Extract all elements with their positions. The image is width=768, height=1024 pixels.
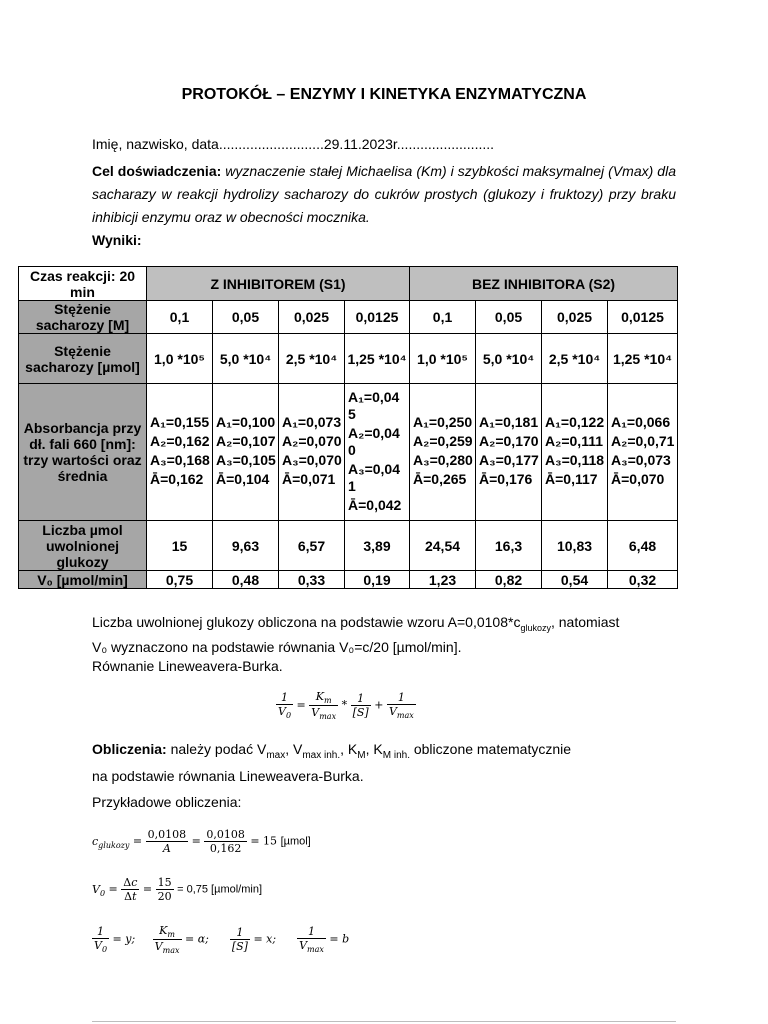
row-label: Stężenie sacharozy [M]	[19, 301, 147, 334]
table-cell: 0,33	[279, 571, 345, 589]
absorbance-value: A₁=0,250	[413, 414, 473, 430]
note-formula: Liczba uwolnionej glukozy obliczona na podstawie wzoru A=0,0108*c	[92, 614, 521, 630]
calc-text: należy podać V	[170, 741, 267, 757]
group-without-inhibitor: BEZ INHIBITORA (S2)	[410, 267, 678, 301]
notes-paragraph	[92, 613, 692, 676]
table-cell: 1,23	[410, 571, 476, 589]
absorbance-cell	[476, 384, 542, 521]
absorbance-value: A₂=0,070	[282, 433, 342, 449]
table-cell: 0,05	[213, 301, 279, 334]
row-label: Liczba µmol uwolnionej glukozy	[19, 521, 147, 571]
table-cell: 0,025	[279, 301, 345, 334]
absorbance-value: A₃=0,168	[150, 452, 210, 468]
c-denominator: A	[162, 842, 171, 855]
table-cell: 2,5 *10⁴	[279, 334, 345, 384]
c-unit: [µmol]	[280, 835, 311, 848]
absorbance-value: A₃=0,177	[479, 452, 539, 468]
c-result: = 15	[250, 834, 278, 848]
group-with-inhibitor: Z INHIBITOREM (S1)	[147, 267, 410, 301]
example-v0: $V_0$ = $\frac{\Delta c}{\Delta t}$ = $\frac{15}{20}$ = 0,75 [µmol/min]	[92, 876, 263, 903]
absorbance-value: A₂=0,162	[150, 433, 210, 449]
table-cell: 0,1	[410, 301, 476, 334]
calculations-paragraph: Obliczenia: należy podać $V_{max}$, $V_{max inh.}$, $K_M$, $K_{M inh.}$ obliczone matematycznie na podstawie równania Lineweavera-Burka.	[92, 741, 572, 784]
absorbance-value: A₂=0,107	[216, 433, 276, 449]
table-cell: 24,54	[410, 521, 476, 571]
absorbance-value: A₃=0,280	[413, 452, 473, 468]
table-cell: 0,48	[213, 571, 279, 589]
absorbance-value: A₃=0,118	[545, 452, 605, 468]
table-cell: 1,0 *10⁵	[147, 334, 213, 384]
table-cell: 9,63	[213, 521, 279, 571]
absorbance-value: A₃=0,070	[282, 452, 342, 468]
table-cell: 0,05	[476, 301, 542, 334]
table-cell: 3,89	[345, 521, 410, 571]
table-cell: 0,54	[542, 571, 608, 589]
table-cell: 6,57	[279, 521, 345, 571]
table-cell: 0,32	[608, 571, 678, 589]
example-c-glucose: $c_{glukozy}$ = $\frac{0,0108}{A}$ = $\frac{0,0108}{0,162}$ = 15 [µmol]	[92, 828, 311, 855]
table-cell: 5,0 *10⁴	[213, 334, 279, 384]
absorbance-value: Ā=0,071	[282, 471, 336, 487]
absorbance-value: A₂=0,111	[545, 433, 604, 449]
row-label: Absorbancja przy dł. fali 660 [nm]: trzy wartości oraz średnia	[19, 384, 147, 521]
absorbance-value: A₂=0,259	[413, 433, 473, 449]
absorbance-value: A₁=0,122	[545, 414, 605, 430]
c-denominator-value: 0,162	[209, 842, 242, 855]
row-conc-molar	[19, 301, 678, 334]
absorbance-value: A₁=0,100	[216, 414, 276, 430]
absorbance-value: A₂=0,040	[348, 424, 400, 458]
absorbance-value: Ā=0,117	[545, 471, 598, 487]
table-cell: 0,025	[542, 301, 608, 334]
reaction-time-cell: Czas reakcji: 20 min	[19, 267, 147, 301]
calc-label: Obliczenia:	[92, 741, 167, 757]
absorbance-value: Ā=0,162	[150, 471, 204, 487]
calc-text-line2: na podstawie równania Lineweavera-Burka.	[92, 767, 364, 784]
table-cell: 0,0125	[345, 301, 410, 334]
absorbance-value: Ā=0,176	[479, 471, 533, 487]
table-cell: 15	[147, 521, 213, 571]
absorbance-cell	[147, 384, 213, 521]
results-heading: Wyniki:	[92, 232, 142, 248]
absorbance-value: A₁=0,155	[150, 414, 210, 430]
page-title: PROTOKÓŁ – ENZYMY I KINETYKA ENZYMATYCZNA	[181, 86, 587, 103]
example-substitutions: $\frac{1}{V_0}$ = y; $\frac{K_m}{V_{max}}$ = α; $\frac{1}{[S]}$ = x; $\frac{1}{V_{max}}$ = b	[94, 924, 350, 956]
absorbance-value: A₃=0,041	[348, 460, 401, 494]
example-heading: Przykładowe obliczenia:	[92, 794, 242, 810]
note-lb: Równanie Lineweavera-Burka.	[92, 657, 283, 674]
results-table	[18, 266, 678, 589]
lineweaver-burk-equation: $\frac{1}{V_0}$ = $\frac{K_m}{V_{max}}$ * $\frac{1}{[S]}$ + $\frac{1}{V_{max}}$	[278, 690, 414, 722]
row-v0	[19, 571, 678, 589]
table-cell: 1,0 *10⁵	[410, 334, 476, 384]
absorbance-value: A₂=0,0,71	[611, 433, 675, 449]
v-denominator: 20	[157, 890, 172, 903]
note-v0: V₀ wyznaczono na podstawie równania V₀=c/20 [µmol/min].	[92, 638, 462, 655]
absorbance-cell	[345, 384, 410, 521]
c-numerator: 0,0108	[147, 828, 187, 841]
table-cell: 10,83	[542, 521, 608, 571]
table-cell: 6,48	[608, 521, 678, 571]
footer-divider	[92, 1021, 676, 1022]
table-cell: 0,1	[147, 301, 213, 334]
note-formula-end: , natomiast	[550, 614, 620, 630]
absorbance-cell	[542, 384, 608, 521]
table-cell: 0,75	[147, 571, 213, 589]
table-cell: 2,5 *10⁴	[542, 334, 608, 384]
table-cell: 5,0 *10⁴	[476, 334, 542, 384]
table-cell: 0,19	[345, 571, 410, 589]
absorbance-cell	[279, 384, 345, 521]
absorbance-value: Ā=0,265	[413, 471, 467, 487]
table-cell: 1,25 *10⁴	[345, 334, 410, 384]
absorbance-value: A₁=0,045	[348, 388, 400, 422]
table-cell: 0,82	[476, 571, 542, 589]
name-date-line: Imię, nazwisko, data...........................29.11.2023r.........................	[92, 136, 495, 152]
absorbance-cell	[608, 384, 678, 521]
absorbance-value: A₁=0,181	[479, 414, 539, 430]
absorbance-value: A₃=0,105	[216, 452, 276, 468]
absorbance-cell	[410, 384, 476, 521]
aim-text: wyznaczenie stałej Michaelisa (Km) i szybkości maksymalnej (Vmax) dla sacharazy w reakcji hydrolizy sacharozy do cukrów prostych (glukozy i fruktozy) przy braku inhibicji enzymu oraz w obecności mocznika.	[92, 163, 676, 225]
table-cell: 16,3	[476, 521, 542, 571]
absorbance-value: A₁=0,073	[282, 414, 342, 430]
table-cell: 0,0125	[608, 301, 678, 334]
row-absorbance	[19, 384, 678, 521]
absorbance-value: Ā=0,042	[348, 496, 402, 513]
absorbance-value: Ā=0,104	[216, 471, 270, 487]
row-glucose	[19, 521, 678, 571]
v-result: = 0,75 [µmol/min]	[177, 883, 263, 896]
row-label: Stężenie sacharozy [µmol]	[19, 334, 147, 384]
note-subscript: glukozy	[520, 622, 551, 633]
v-numerator: 15	[157, 876, 172, 889]
absorbance-value: A₃=0,073	[611, 452, 671, 468]
row-label: V₀ [µmol/min]	[19, 571, 147, 589]
absorbance-value: A₁=0,066	[611, 414, 671, 430]
row-conc-umol	[19, 334, 678, 384]
aim-paragraph	[92, 160, 676, 229]
aim-label: Cel doświadczenia:	[92, 163, 222, 179]
absorbance-cell	[213, 384, 279, 521]
table-cell: 1,25 *10⁴	[608, 334, 678, 384]
absorbance-value: Ā=0,070	[611, 471, 665, 487]
absorbance-value: A₂=0,170	[479, 433, 539, 449]
